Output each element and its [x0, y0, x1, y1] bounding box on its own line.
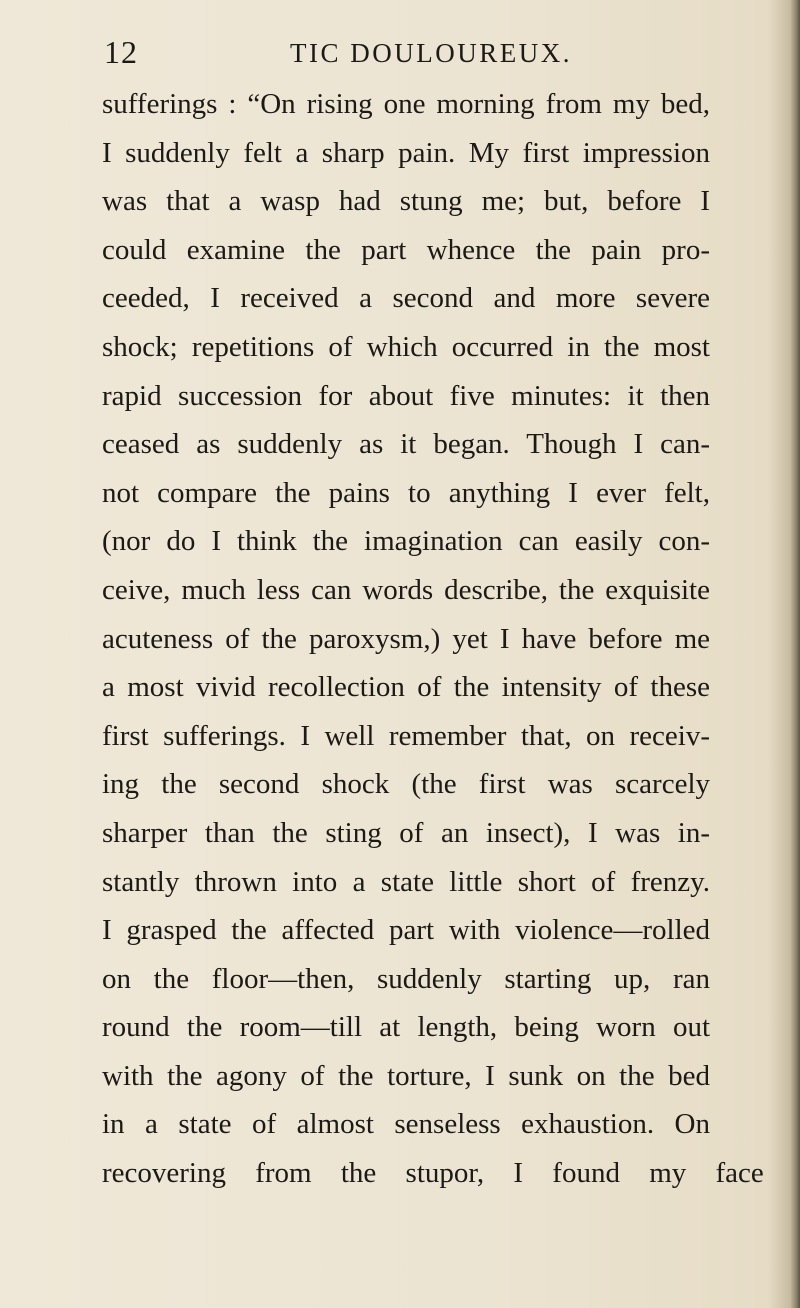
text-line: round the room—till at length, being worn out	[102, 1011, 710, 1044]
text-line: a most vivid recollection of the intensity of these	[102, 671, 710, 704]
text-line: with the agony of the torture, I sunk on the bed	[102, 1059, 710, 1092]
text-line: stantly thrown into a state little short of frenzy.	[102, 865, 710, 898]
text-line: (nor do I think the imagination can easily con-	[102, 525, 710, 558]
text-line: ceased as suddenly as it began. Though I can-	[102, 428, 710, 461]
text-line: on the floor—then, suddenly starting up, ran	[102, 962, 710, 995]
text-line: ceeded, I received a second and more severe	[102, 282, 710, 315]
text-line: sufferings : “On rising one morning from my bed,	[102, 88, 710, 120]
page-header	[0, 30, 800, 80]
text-line: could examine the part whence the pain pro-	[102, 233, 710, 266]
text-line: was that a wasp had stung me; but, before I	[102, 185, 710, 218]
text-line: rapid succession for about five minutes: it then	[102, 379, 710, 412]
text-line: acuteness of the paroxysm,) yet I have before me	[102, 622, 710, 655]
text-line: sharper than the sting of an insect), I was in-	[102, 816, 710, 849]
text-line: ing the second shock (the first was scarcely	[102, 768, 710, 801]
text-line: recovering from the stupor, I found my face	[102, 1157, 764, 1190]
text-line: shock; repetitions of which occurred in the most	[102, 330, 710, 363]
page-number: 12	[104, 34, 138, 70]
text-line: not compare the pains to anything I ever felt,	[102, 476, 710, 509]
running-title: TIC DOULOUREUX.	[290, 38, 572, 68]
page-edge-shadow	[790, 0, 800, 1308]
text-line: in a state of almost senseless exhaustion. On	[102, 1108, 710, 1141]
body-text	[102, 80, 764, 1198]
text-line: first sufferings. I well remember that, on receiv-	[102, 719, 710, 752]
text-line: ceive, much less can words describe, the exquisite	[102, 573, 710, 606]
text-line: I grasped the affected part with violence—rolled	[102, 914, 710, 947]
text-line: I suddenly felt a sharp pain. My first impression	[102, 136, 710, 169]
